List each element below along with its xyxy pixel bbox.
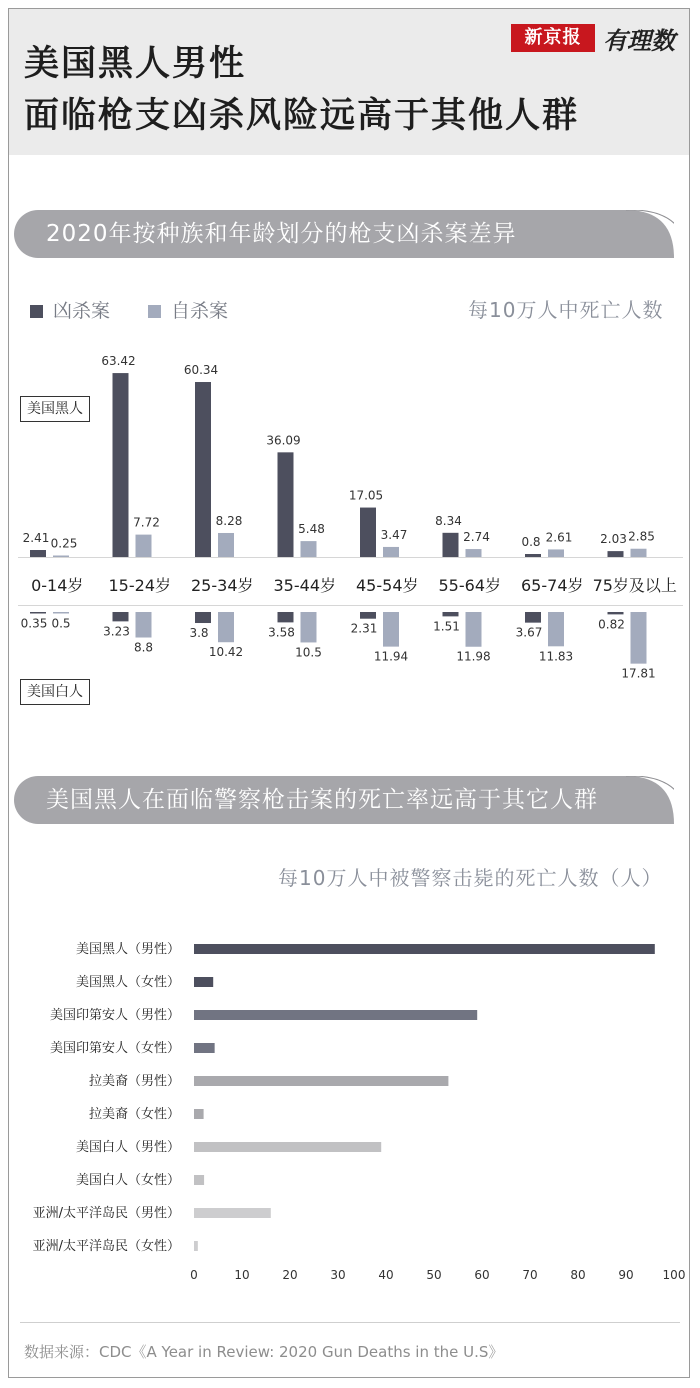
value-label-white-suicide: 10.5 [295,645,322,660]
value-label-black-suicide: 7.72 [133,515,160,530]
police-shooting-bar [194,1109,204,1119]
age-category-label: 55-64岁 [438,576,501,595]
legend-label-homicide: 凶杀案 [53,300,111,322]
value-label-white-suicide: 11.83 [538,649,574,664]
value-label-white-suicide: 17.81 [621,666,656,681]
police-shooting-bar [194,944,655,954]
value-label-white-homicide: 2.31 [350,621,378,636]
x-tick-label: 10 [234,1268,250,1282]
x-tick-label: 20 [282,1268,298,1282]
section1-banner-title: 2020年按种族和年龄划分的枪支凶杀案差异 [46,221,517,247]
value-label-black-homicide: 2.03 [600,532,627,547]
x-tick-label: 30 [330,1268,346,1282]
value-label-black-suicide: 8.28 [215,513,243,528]
police-shooting-bar [194,1076,448,1086]
value-label-white-homicide: 3.8 [189,626,209,641]
value-label-black-suicide: 2.85 [628,529,655,544]
x-tick-label: 60 [474,1268,490,1282]
value-label-white-homicide: 0.82 [598,617,625,632]
value-label-black-homicide: 17.05 [348,488,384,503]
value-label-black-suicide: 3.47 [380,527,408,542]
police-shooting-bar [194,1043,215,1053]
age-category-label: 45-54岁 [356,576,419,595]
bar-category-label: 美国印第安人（男性） [49,1008,180,1023]
section1-unit: 每10万人中死亡人数 [468,298,664,322]
value-label-black-homicide: 0.8 [521,535,541,549]
value-label-black-suicide: 5.48 [298,522,325,537]
x-tick-label: 50 [426,1268,442,1282]
value-label-black-homicide: 63.42 [101,354,136,369]
legend-label-suicide: 自杀案 [171,300,229,322]
section2-unit: 每10万人中被警察击毙的死亡人数（人） [278,866,663,890]
value-label-white-suicide: 8.8 [133,640,154,655]
x-tick-label: 90 [618,1268,634,1282]
group-tag-white: 美国白人 [20,679,90,705]
bar-category-label: 美国白人（女性） [75,1173,180,1188]
value-label-black-suicide: 2.61 [545,530,573,545]
age-category-label: 35-44岁 [273,576,336,595]
value-label-black-homicide: 60.34 [183,363,219,378]
bar-category-label: 亚洲/太平洋岛民（男性） [32,1206,180,1221]
bar-category-label: 美国黑人（女性） [75,975,180,990]
x-tick-label: 70 [522,1268,538,1282]
age-category-label: 75岁及以上 [592,576,677,595]
age-category-label: 15-24岁 [108,576,171,595]
value-label-white-suicide: 0.5 [51,616,71,631]
page-title-line1: 美国黑人男性 [24,44,247,84]
value-label-white-suicide: 10.42 [208,645,244,660]
value-label-black-suicide: 2.74 [463,530,490,545]
logo-column-name: 有理数 [603,26,675,55]
group-tag-black: 美国黑人 [20,396,90,422]
value-label-white-homicide: 3.67 [515,625,543,640]
police-shooting-bar [194,1010,477,1020]
value-label-white-homicide: 3.23 [103,624,130,639]
x-tick-label: 80 [570,1268,586,1282]
footer-divider [20,1322,680,1323]
bar-category-label: 美国白人（男性） [75,1140,180,1155]
page-title-line2: 面临枪支凶杀风险远高于其他人群 [24,96,580,136]
value-label-black-suicide: 0.25 [50,536,78,551]
value-label-white-suicide: 11.94 [373,649,409,664]
police-shooting-bar [194,977,213,987]
x-tick-label: 100 [662,1268,686,1282]
value-label-black-homicide: 2.41 [22,531,50,546]
bar-category-label: 美国印第安人（女性） [49,1041,180,1056]
value-label-white-homicide: 3.58 [268,625,295,640]
age-category-label: 25-34岁 [191,576,254,595]
value-label-white-suicide: 11.98 [456,649,491,664]
bar-category-label: 拉美裔（女性） [88,1107,180,1122]
age-category-label: 65-74岁 [521,576,584,595]
bar-category-label: 拉美裔（男性） [88,1074,180,1089]
value-label-white-homicide: 0.35 [20,616,48,631]
logo-newspaper: 新京报 [511,24,595,52]
x-tick-label: 40 [378,1268,394,1282]
value-label-black-homicide: 36.09 [266,433,301,448]
police-shooting-bar [194,1241,198,1251]
police-shooting-bar [194,1142,381,1152]
bar-category-label: 美国黑人（男性） [75,942,180,957]
bar-category-label: 亚洲/太平洋岛民（女性） [32,1239,180,1254]
value-label-white-homicide: 1.51 [433,619,460,634]
value-label-black-homicide: 8.34 [435,513,462,528]
age-category-label: 0-14岁 [31,576,84,595]
x-tick-label: 0 [190,1268,198,1282]
police-shooting-bar [194,1208,271,1218]
data-source: 数据来源：CDC《A Year in Review: 2020 Gun Deaths in the U.S》 [24,1343,504,1361]
police-shooting-bar [194,1175,204,1185]
section2-banner-title: 美国黑人在面临警察枪击案的死亡率远高于其它人群 [46,787,598,813]
